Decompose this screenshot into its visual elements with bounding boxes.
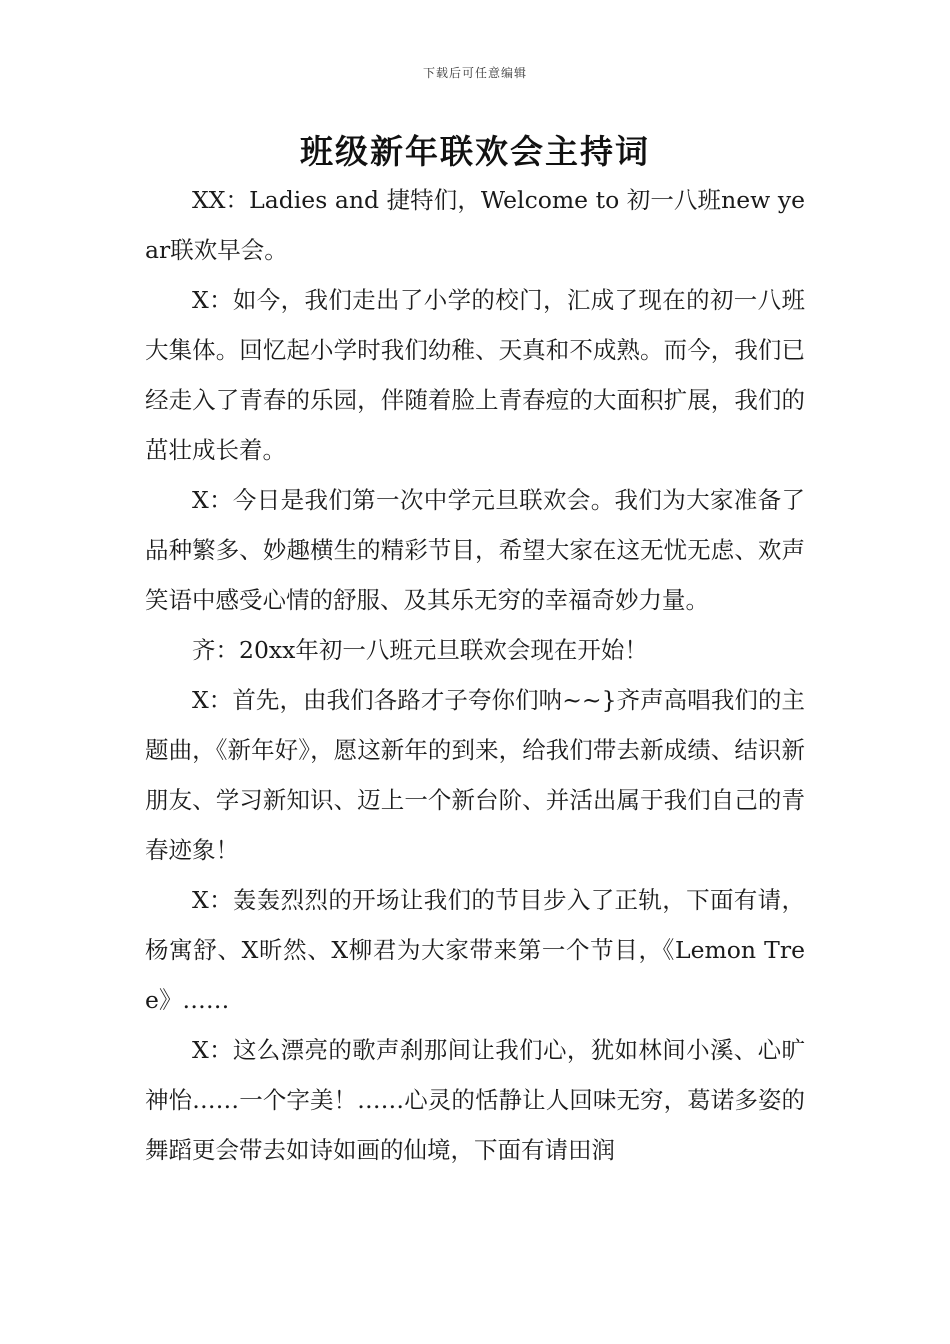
paragraph-first-act: X：轰轰烈烈的开场让我们的节目步入了正轨，下面有请，杨寓舒、X昕然、X柳君为大家带来第一个节目，《Lemon Tree》…… <box>145 886 805 1014</box>
document-body <box>145 175 805 1175</box>
page-header-note: 下载后可任意编辑 <box>422 66 527 80</box>
paragraph-start: 齐：20xx年初一八班元旦联欢会现在开始！ <box>192 636 648 664</box>
paragraph-second-act: X：这么漂亮的歌声刹那间让我们心，犹如林间小溪、心旷神怡……一个字美！……心灵的恬静让人回味无穷，葛诺多姿的舞蹈更会带去如诗如画的仙境，下面有请田润 <box>145 1036 805 1164</box>
document-title: 班级新年联欢会主持词 <box>300 132 650 171</box>
paragraph-welcome: X：今日是我们第一次中学元旦联欢会。我们为大家准备了品种繁多、妙趣横生的精彩节目，希望大家在这无忧无虑、欢声笑语中感受心情的舒服、及其乐无穷的幸福奇妙力量。 <box>145 486 805 614</box>
paragraph-opening: XX：Ladies and 捷特们，Welcome to 初一八班new year联欢早会。 <box>145 186 805 264</box>
paragraph-intro: X：如今，我们走出了小学的校门，汇成了现在的初一八班大集体。回忆起小学时我们幼稚、天真和不成熟。而今，我们已经走入了青春的乐园，伴随着脸上青春痘的大面积扩展，我们的茁壮成长着。 <box>145 286 805 464</box>
paragraph-theme-song: X：首先，由我们各路才子夸你们呐~~}齐声高唱我们的主题曲，《新年好》，愿这新年的到来，给我们带去新成绩、结识新朋友、学习新知识、迈上一个新台阶、并活出属于我们自己的青春迹象！ <box>145 686 805 864</box>
